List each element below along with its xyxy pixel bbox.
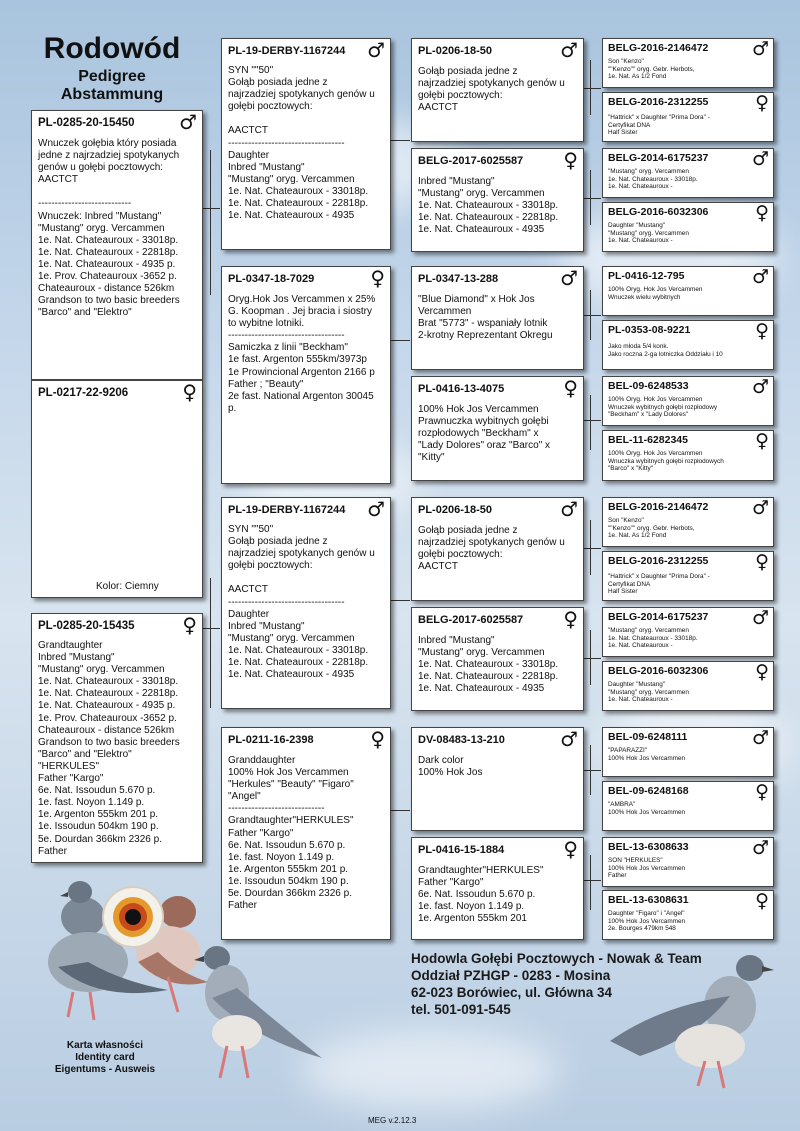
breeder-info bbox=[411, 950, 702, 1018]
female-icon: ♀ bbox=[370, 266, 385, 290]
male-icon: ♂ bbox=[751, 837, 769, 859]
bird-description: 100% Oryg. Hok Jos Vercammen Wnuczek wielu wybitnych bbox=[608, 286, 703, 301]
cloud bbox=[300, 1030, 560, 1110]
bird-card-great-grandsire[interactable] bbox=[602, 148, 774, 198]
bird-card-grandsire[interactable] bbox=[411, 727, 584, 831]
male-icon: ♂ bbox=[560, 266, 578, 290]
bird-description: Grandtaughter Inbred "Mustang" "Mustang" oryg. Vercammen 1e. Nat. Chateauroux - 33018p. 1e. Nat. Chateauroux - 22818p. 1e. Nat. Chateauroux - 4935 p. 1e. Prov. Chateauroux -3652 p. Chateauroux - distance 526km Grandson to two basic breeders "Barco" and "Elektro" "HERKULES" Father "Kargo" 6e. Nat. Issoudun 5.670 p. 1e. fast. Noyon 1.149 p. 1e. Argenton 555km 201 p. 1e. Issoudun 504km 190 p. 5e. Dourdan 366km 2326 p. Father bbox=[38, 640, 180, 857]
breeder-name: Hodowla Gołębi Pocztowych - Nowak & Team bbox=[411, 951, 702, 966]
bird-card-great-grandsire[interactable] bbox=[602, 376, 774, 426]
bird-card-great-grandsire[interactable] bbox=[602, 266, 774, 316]
ring-number: PL-0211-16-2398 bbox=[228, 734, 314, 746]
female-icon: ♀ bbox=[755, 661, 769, 683]
ring-number: DV-08483-13-210 bbox=[418, 734, 505, 746]
bird-card-grandsire[interactable] bbox=[411, 266, 584, 370]
bird-card-granddam[interactable] bbox=[411, 837, 584, 940]
color-label: Kolor: Ciemny bbox=[96, 581, 159, 592]
breeder-address: 62-023 Borówiec, ul. Główna 34 bbox=[411, 985, 613, 1000]
bird-description: "PAPARAZZI" 100% Hok Jos Vercammen bbox=[608, 747, 686, 762]
bird-description: 100% Oryg. Hok Jos Vercammen Wnuczka wybitnych gołębi rozpłodowych "Barco" x "Kitty" bbox=[608, 450, 724, 473]
ring-number: PL-0416-12-795 bbox=[608, 270, 685, 282]
bird-card-great-granddam[interactable] bbox=[602, 661, 774, 711]
male-icon: ♂ bbox=[560, 38, 578, 62]
bird-card-grandsire[interactable] bbox=[411, 38, 584, 142]
bird-card-great-grandsire[interactable] bbox=[602, 38, 774, 88]
ring-number: PL-19-DERBY-1167244 bbox=[228, 45, 346, 57]
ring-number: BEL-11-6282345 bbox=[608, 434, 688, 446]
bird-description: "Mustang" oryg. Vercammen 1e. Nat. Chateauroux - 33018p. 1e. Nat. Chateauroux - bbox=[608, 627, 698, 650]
breeder-phone: tel. 501-091-545 bbox=[411, 1002, 511, 1017]
bird-description: 100% Hok Jos Vercammen Prawnuczka wybitnych gołębi rozpłodowych "Beckham" x "Lady Dolores" oraz "Barco" x "Kitty" bbox=[418, 404, 551, 464]
ring-number: BEL-09-6248168 bbox=[608, 785, 689, 797]
ring-number: PL-19-DERBY-1167244 bbox=[228, 504, 346, 516]
ring-number: BELG-2017-6025587 bbox=[418, 614, 524, 626]
ring-number: PL-0416-13-4075 bbox=[418, 383, 505, 395]
bird-card-great-grandsire[interactable] bbox=[602, 837, 774, 887]
male-icon: ♂ bbox=[367, 38, 385, 62]
bird-card-subject-2[interactable] bbox=[31, 380, 203, 598]
bird-card-great-grandsire[interactable] bbox=[602, 497, 774, 547]
ring-number: PL-0347-18-7029 bbox=[228, 273, 315, 285]
bird-card-great-granddam[interactable] bbox=[602, 202, 774, 252]
ring-number: BELG-2016-2146472 bbox=[608, 42, 709, 54]
pigeon-illustration-center bbox=[182, 938, 327, 1088]
bird-description: SON "HERKULES" 100% Hok Jos Vercammen Father bbox=[608, 857, 686, 880]
female-icon: ♀ bbox=[755, 320, 769, 342]
caption-pl: Karta własności bbox=[66, 1040, 144, 1051]
male-icon: ♂ bbox=[751, 497, 769, 519]
female-icon: ♀ bbox=[563, 837, 578, 861]
ring-number: PL-0217-22-9206 bbox=[38, 387, 129, 399]
female-icon: ♀ bbox=[755, 890, 769, 912]
caption-en: Identity card bbox=[75, 1052, 135, 1063]
male-icon: ♂ bbox=[751, 38, 769, 60]
ring-number: BEL-13-6308631 bbox=[608, 894, 689, 906]
ring-number: PL-0416-15-1884 bbox=[418, 844, 505, 856]
bird-description: Daughter "Mustang" "Mustang" oryg. Vercammen 1e. Nat. Chateauroux - bbox=[608, 681, 689, 704]
bird-description: Gołąb posiada jedne z najrzadziej spotykanych genów u gołębi pocztowych: AACTCT bbox=[418, 525, 565, 573]
bird-card-sire[interactable] bbox=[221, 38, 391, 250]
bird-card-granddam[interactable] bbox=[411, 607, 584, 711]
ring-number: BEL-09-6248533 bbox=[608, 380, 689, 392]
breeder-club: Oddział PZHGP - 0283 - Mosina bbox=[411, 968, 611, 983]
ring-number: BELG-2016-2312255 bbox=[608, 555, 709, 567]
ring-number: PL-0206-18-50 bbox=[418, 45, 492, 57]
bird-description: 100% Oryg. Hok Jos Vercammen Wnuczek wybitnych gołębi rozpłodowy "Beckham" x "Lady Dolores" bbox=[608, 396, 718, 419]
bird-description: Grandtaughter"HERKULES" Father "Kargo" 6e. Nat. Issoudun 5.670 p. 1e. fast. Noyon 1.149 p. 1e. Argenton 555km 201 bbox=[418, 865, 544, 925]
bird-card-subject-1[interactable] bbox=[31, 110, 203, 380]
female-icon: ♀ bbox=[370, 727, 385, 751]
female-icon: ♀ bbox=[755, 551, 769, 573]
male-icon: ♂ bbox=[367, 497, 385, 521]
bird-description: Son "Kenzo" ""Kenzo"" oryg. Gebr. Herbots, 1e. Nat. As 1/2 Fond bbox=[608, 58, 695, 81]
pedigree-subtitle-de: Abstammung bbox=[60, 86, 164, 103]
ring-number: BEL-09-6248111 bbox=[608, 731, 688, 743]
bird-description: Daughter "Mustang" "Mustang" oryg. Vercammen 1e. Nat. Chateauroux - bbox=[608, 222, 689, 245]
ring-number: PL-0285-20-15435 bbox=[38, 620, 135, 632]
ring-number: BELG-2016-6032306 bbox=[608, 206, 709, 218]
male-icon: ♂ bbox=[751, 266, 769, 288]
bird-description: "Hattrick" x Daughter "Prima Dora" - Certyfikat DNA Half Sister bbox=[608, 573, 710, 596]
version-label: MEG v.2.12.3 bbox=[368, 1116, 417, 1125]
bird-card-dam[interactable] bbox=[221, 266, 391, 484]
bird-card-subject-3[interactable] bbox=[31, 613, 203, 863]
ring-number: BEL-13-6308633 bbox=[608, 841, 689, 853]
bird-description: "Hattrick" x Daughter "Prima Dora" - Certyfikat DNA Half Sister bbox=[608, 114, 710, 137]
ring-number: BELG-2016-2312255 bbox=[608, 96, 709, 108]
female-icon: ♀ bbox=[755, 202, 769, 224]
female-icon: ♀ bbox=[755, 92, 769, 114]
bird-description: Daughter "Figaro" i "Angel" 100% Hok Jos Vercammen 2e. Bourges 479km 548 bbox=[608, 910, 686, 933]
bird-description: Inbred "Mustang" "Mustang" oryg. Vercammen 1e. Nat. Chateauroux - 33018p. 1e. Nat. Chateauroux - 22818p. 1e. Nat. Chateauroux - 4935 bbox=[418, 176, 559, 236]
bird-card-great-granddam[interactable] bbox=[602, 890, 774, 940]
bird-card-great-grandsire[interactable] bbox=[602, 607, 774, 657]
bird-card-great-granddam[interactable] bbox=[602, 430, 774, 481]
ring-number: BELG-2016-6032306 bbox=[608, 665, 709, 677]
bird-description: Oryg.Hok Jos Vercammen x 25% G. Koopman . Jej bracia i siostry to wybitne lotniki. ----------------------------------- Samiczka z linii "Beckham" 1e fast. Argenton 555km/3973p 1e Prowincional Argenton 2166 p Father ; "Beauty" 2e fast. National Argenton 30045 p. bbox=[228, 294, 376, 414]
female-icon: ♀ bbox=[182, 613, 197, 637]
bird-card-grandsire[interactable] bbox=[411, 497, 584, 601]
bird-description: Dark color 100% Hok Jos bbox=[418, 755, 483, 779]
bird-card-great-granddam[interactable] bbox=[602, 92, 774, 142]
male-icon: ♂ bbox=[751, 607, 769, 629]
pedigree-title: Rodowód bbox=[43, 32, 181, 65]
bird-card-granddam[interactable] bbox=[411, 376, 584, 481]
ring-number: BELG-2017-6025587 bbox=[418, 155, 524, 167]
bird-card-great-granddam[interactable] bbox=[602, 320, 774, 370]
bird-card-great-grandsire[interactable] bbox=[602, 727, 774, 777]
bird-card-great-granddam[interactable] bbox=[602, 781, 774, 831]
bird-description: SYN ""50" Gołąb posiada jedne z najrzadziej spotykanych genów u gołębi pocztowych: AACTCT ----------------------------------- Daughter Inbred "Mustang" "Mustang" oryg. Vercammen 1e. Nat. Chateauroux - 33018p. 1e. Nat. Chateauroux - 22818p. 1e. Nat. Chateauroux - 4935 bbox=[228, 65, 375, 222]
ring-number: PL-0353-08-9221 bbox=[608, 324, 691, 336]
bird-description: "Mustang" oryg. Vercammen 1e. Nat. Chateauroux - 33018p. 1e. Nat. Chateauroux - bbox=[608, 168, 698, 191]
female-icon: ♀ bbox=[563, 376, 578, 400]
bird-card-sire[interactable] bbox=[221, 497, 391, 709]
female-icon: ♀ bbox=[182, 380, 197, 404]
bird-description: Jako młoda 5/4 konk. Jako roczna 2-ga lotniczka Oddziału i 10 bbox=[608, 343, 723, 358]
ring-number: PL-0285-20-15450 bbox=[38, 117, 135, 129]
identity-caption bbox=[20, 1040, 190, 1076]
male-icon: ♂ bbox=[560, 727, 578, 751]
bird-description: "AMBRA" 100% Hok Jos Vercammen bbox=[608, 801, 686, 816]
male-icon: ♂ bbox=[751, 148, 769, 170]
ring-number: BELG-2016-2146472 bbox=[608, 501, 709, 513]
bird-description: SYN ""50" Gołąb posiada jedne z najrzadziej spotykanych genów u gołębi pocztowych: AACTCT ----------------------------------- Daughter Inbred "Mustang" "Mustang" oryg. Vercammen 1e. Nat. Chateauroux - 33018p. 1e. Nat. Chateauroux - 22818p. 1e. Nat. Chateauroux - 4935 bbox=[228, 524, 375, 681]
bird-description: Wnuczek gołębia który posiada jedne z najrzadziej spotykanych genów u gołębi pocztowych: AACTCT ---------------------------- Wnuczek: Inbred "Mustang" "Mustang" oryg. Vercammen 1e. Nat. Chateauroux - 33018p. 1e. Nat. Chateauroux - 22818p. 1e. Nat. Chateauroux - 4935 p. 1e. Prov. Chateauroux -3652 p. Chateauroux - distance 526km Grandson to two basic breeders "Barco" and "Elektro" bbox=[38, 138, 180, 319]
male-icon: ♂ bbox=[560, 497, 578, 521]
bird-description: Gołąb posiada jedne z najrzadziej spotykanych genów u gołębi pocztowych: AACTCT bbox=[418, 66, 565, 114]
male-icon: ♂ bbox=[751, 727, 769, 749]
bird-card-granddam[interactable] bbox=[411, 148, 584, 252]
female-icon: ♀ bbox=[755, 430, 769, 452]
caption-de: Eigentums - Ausweis bbox=[54, 1064, 156, 1075]
bird-description: Inbred "Mustang" "Mustang" oryg. Vercammen 1e. Nat. Chateauroux - 33018p. 1e. Nat. Chateauroux - 22818p. 1e. Nat. Chateauroux - 4935 bbox=[418, 635, 559, 695]
bird-description: Granddaughter 100% Hok Jos Vercammen "Herkules" "Beauty" "Figaro" "Angel" ----------------------------- Grandtaughter"HERKULES" Father "Kargo" 6e. Nat. Issoudun 5.670 p. 1e. fast. Noyon 1.149 p. 1e. Argenton 555km 201 p. 1e. Issoudun 504km 190 p. 5e. Dourdan 366km 2326 p. Father bbox=[228, 755, 354, 912]
bird-card-great-granddam[interactable] bbox=[602, 551, 774, 601]
pedigree-subtitle-en: Pedigree bbox=[78, 68, 146, 85]
female-icon: ♀ bbox=[563, 607, 578, 631]
female-icon: ♀ bbox=[563, 148, 578, 172]
bird-description: Son "Kenzo" ""Kenzo"" oryg. Gebr. Herbots, 1e. Nat. As 1/2 Fond bbox=[608, 517, 695, 540]
bird-card-dam[interactable] bbox=[221, 727, 391, 940]
ring-number: PL-0206-18-50 bbox=[418, 504, 492, 516]
ring-number: BELG-2014-6175237 bbox=[608, 152, 709, 164]
male-icon: ♂ bbox=[751, 376, 769, 398]
ring-number: PL-0347-13-288 bbox=[418, 273, 499, 285]
ring-number: BELG-2014-6175237 bbox=[608, 611, 709, 623]
bird-description: "Blue Diamond" x Hok Jos Vercammen Brat "5773" - wspaniały lotnik 2-krotny Reprezentant Okregu bbox=[418, 294, 553, 342]
female-icon: ♀ bbox=[755, 781, 769, 803]
male-icon: ♂ bbox=[179, 110, 197, 134]
